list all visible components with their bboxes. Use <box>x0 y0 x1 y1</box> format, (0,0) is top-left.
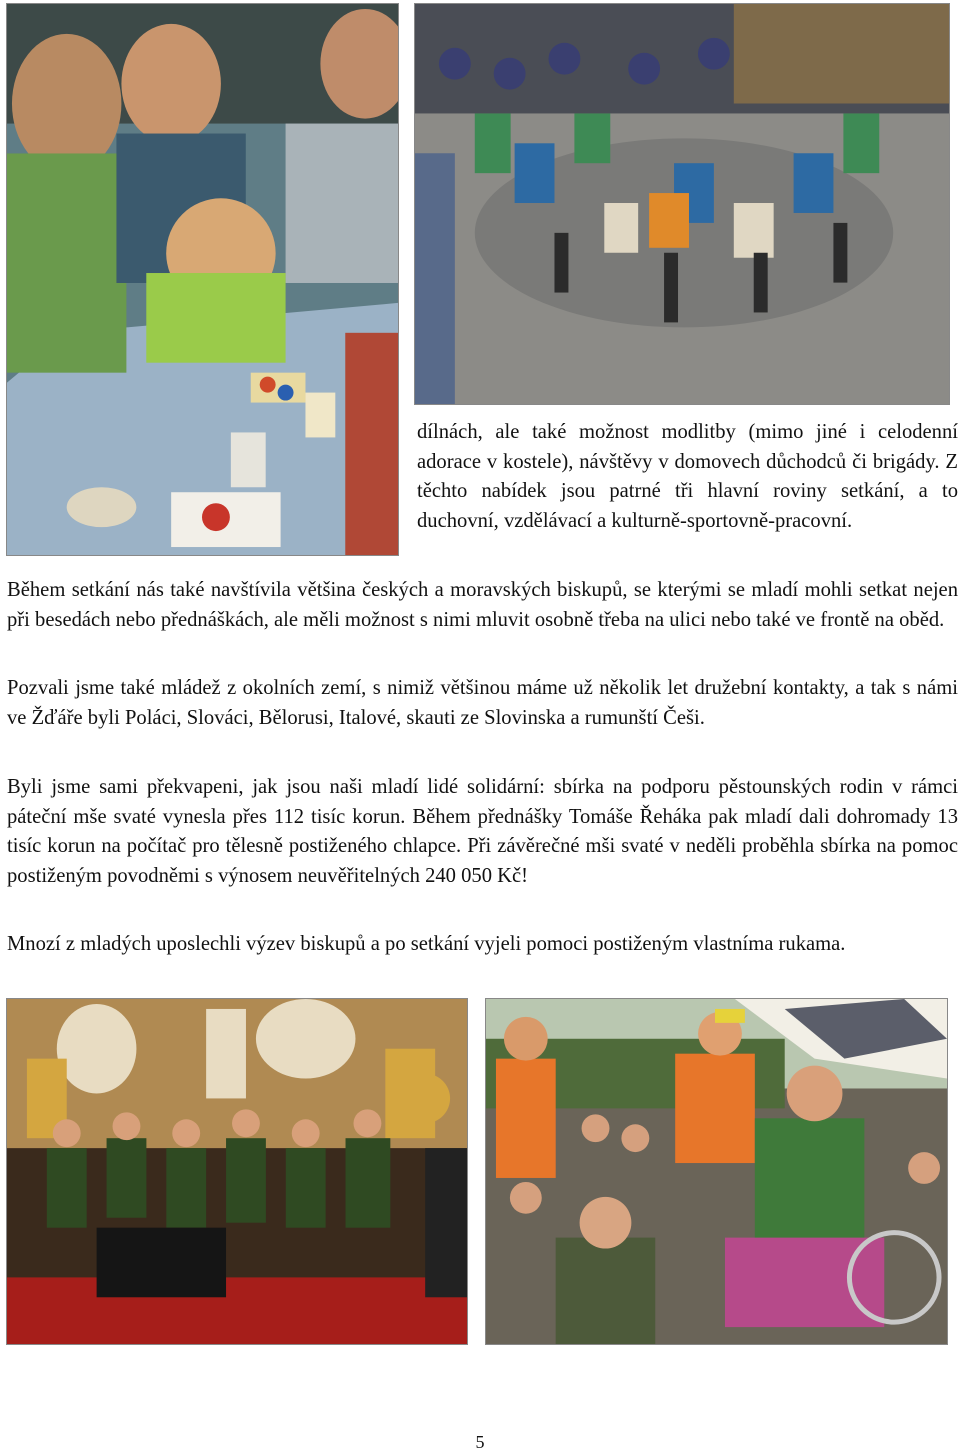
page-number: 5 <box>475 1432 485 1452</box>
circle-dance-photo <box>414 3 950 405</box>
paragraph-bishops: Během setkání nás také navštívila většina českých a moravských biskupů, se kterými se mladí mohli setkat nejen při besedách nebo přednáškách, ale měli možnost s nimi mluvit osobně třeba na ulici nebo také ve frontě na oběd. <box>7 579 958 631</box>
intro-continuation-text: dílnách, ale také možnost modlitby (mimo jiné i celodenní adorace v kostele), návštěvy v domovech důchodců či brigády. Z těchto nabídek jsou patrné tři hlavní roviny setkání, a to duchovní, vzdělávací a kulturně-sportovně-pracovní. <box>417 421 958 532</box>
painting-workshop-photo <box>6 3 399 556</box>
paragraph-guests: Pozvali jsme také mládež z okolních zemí, s nimiž většinou máme už několik let družební kontakty, a tak s námi ve Žďáře byli Poláci, Slováci, Bělorusi, Italové, skauti ze Slovinska a rumunští Češi. <box>7 677 958 729</box>
paragraph-collections: Byli jsme sami překvapeni, jak jsou naši mladí lidé solidární: sbírka na podporu pěstounských rodin v rámci páteční mše svaté vynesla přes 112 tisíc korun. Během přednášky Tomáše Řeháka pak mladí dali dohromady 13 tisíc korun na počítač pro tělesně postiženého chlapce. Při závěrečné mši svaté v neděli proběhla sbírka na pomoc postiženým povodněmi s výnosem neuvěřitelných 240 050 Kč! <box>7 776 958 887</box>
choir-in-church-photo <box>6 998 468 1345</box>
paragraph-helpers: Mnozí z mladých uposlechli výzev biskupů a po setkání vyjeli pomoci postiženým vlastníma rukama. <box>7 933 846 955</box>
young-people-outdoor-photo <box>485 998 948 1345</box>
